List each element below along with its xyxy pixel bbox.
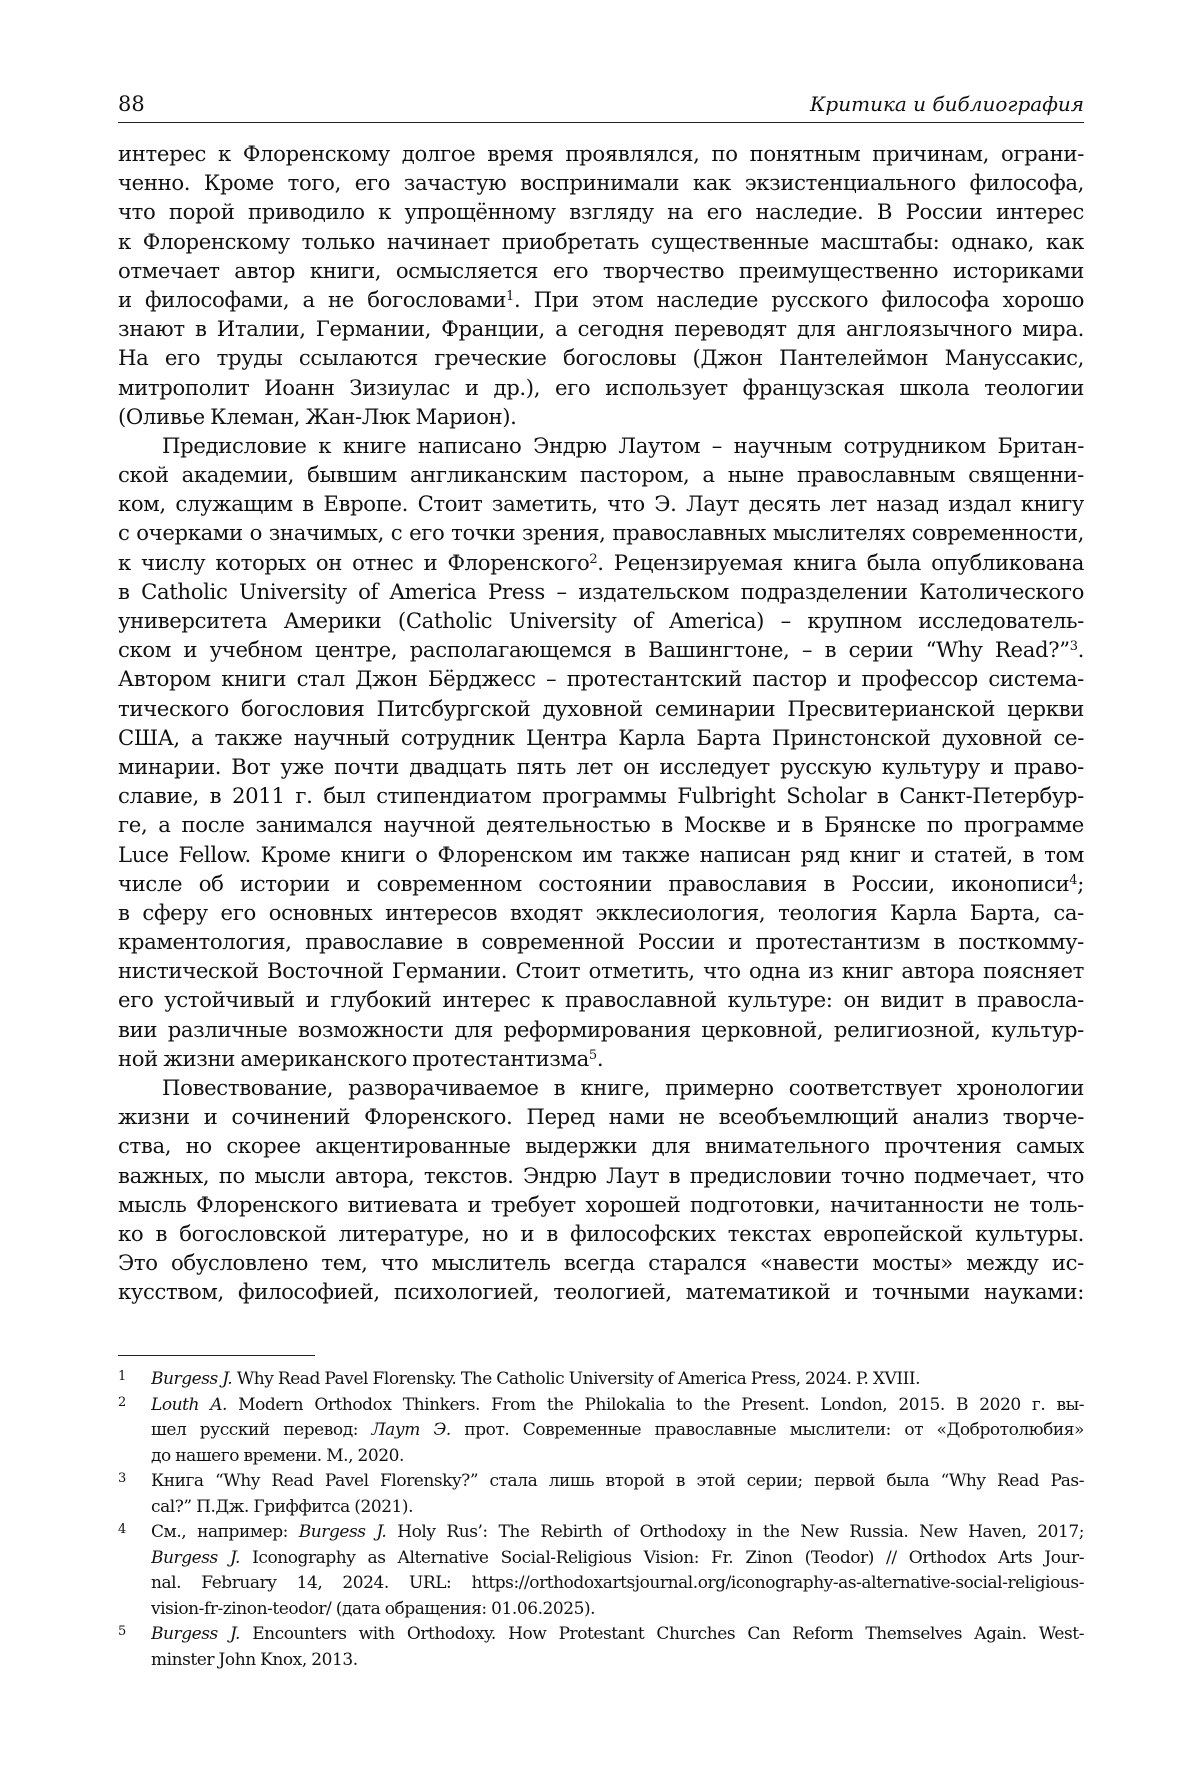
- footnote-line: [151, 1418, 1084, 1444]
- text-line: интерес к Флоренскому долгое время проявлялся, по понятным причинам, ограни-: [118, 141, 1084, 166]
- footnote-text: шел русский перевод:: [151, 1420, 372, 1440]
- text-segment: . Рецензируемая книга была опубликована: [597, 549, 1084, 575]
- text-line: митрополит Иоанн Зизиулас и др.), его использует французская школа теологии: [118, 374, 1084, 400]
- footnote-1: [118, 1367, 1084, 1393]
- footnote-5: [118, 1622, 1084, 1673]
- text-line: в Catholic University of America Press – издательском подразделении Католического: [118, 578, 1084, 604]
- footnote-text: Modern Orthodox Thinkers. From the Philokalia to the Present. London, 2015. В 2020 г. вы-: [226, 1394, 1084, 1415]
- text-segment: к числу которых он отнес и Флоренского: [118, 549, 590, 575]
- footnote-line: [151, 1622, 1084, 1648]
- footnote-text: Encounters with Orthodoxy. How Protestant Churches Can Reform Themselves Again. West-: [240, 1624, 1084, 1644]
- footnote-divider: [118, 1355, 315, 1356]
- footnote-line: [151, 1546, 1084, 1572]
- footnote-text: Why Read Pavel Florensky. The Catholic University of America Press, 2024. P. XVIII.: [232, 1369, 921, 1389]
- text-line: кусством, философией, психологией, теологией, математикой и точными науками:: [118, 1279, 1084, 1305]
- footnote-author: Лаут Э.: [371, 1420, 451, 1440]
- text-segment: ском и учебном центре, располагающемся в Вашингтоне, – в серии “Why Read?”: [118, 637, 1070, 663]
- text-line: [118, 285, 1084, 314]
- text-segment: . При этом наследие русского философа хорошо: [513, 286, 1084, 312]
- footnote-number: 4: [118, 1522, 126, 1537]
- text-segment: и философами, а не богословами: [118, 286, 507, 312]
- footnote-line: [151, 1520, 1084, 1546]
- footnote-ref-2[interactable]: 2: [589, 551, 598, 567]
- text-line: ко в богословской литературе, но и в философских текстах европейской культуры.: [118, 1220, 1084, 1246]
- footnote-ref-5[interactable]: 5: [588, 1047, 597, 1063]
- text-line: Автором книги стал Джон Бёрджесс – протестантский пастор и профессор система-: [118, 666, 1084, 692]
- text-line: нистической Восточной Германии. Стоит отметить, что одна из книг автора поясняет: [118, 958, 1084, 984]
- footnote-ref-3[interactable]: 3: [1069, 639, 1078, 655]
- paragraph-1: [118, 139, 1084, 431]
- text-line: ченно. Кроме того, его зачастую воспринимали как экзистенциального философа,: [118, 170, 1084, 196]
- text-line: в сферу его основных интересов входят экклесиология, теология Карла Барта, са-: [118, 899, 1084, 925]
- footnote-author: Burgess J.: [151, 1547, 240, 1568]
- text-line: отмечает автор книги, осмысляется его творчество преимущественно историками: [118, 257, 1084, 283]
- text-line: жизни и сочинений Флоренского. Перед нами не всеобъемлющий анализ творче-: [118, 1104, 1084, 1130]
- footnote-text: Holy Rus’: The Rebirth of Orthodoxy in the New Russia. New Haven, 2017;: [386, 1522, 1084, 1542]
- text-line: знают в Италии, Германии, Франции, а сегодня переводят для англоязычного мира.: [118, 316, 1084, 342]
- text-segment: .: [596, 1045, 604, 1071]
- text-line: мысль Флоренского витиевата и требует хорошей подготовки, начитанности не толь-: [118, 1191, 1084, 1217]
- text-line: что порой приводило к упрощённому взгляду на его наследие. В России интерес: [118, 199, 1084, 225]
- text-line: ской академии, бывшим англиканским пастором, а ныне православным священни-: [118, 462, 1084, 488]
- footnote-number: 1: [118, 1369, 126, 1384]
- text-line: ге, а после занимался научной деятельностью в Москве и в Брянске по программе: [118, 812, 1084, 838]
- footnote-line: [151, 1367, 1084, 1393]
- text-line: тического богословия Питсбургской духовной семинарии Пресвитерианской церкви: [118, 695, 1084, 721]
- text-line: славие, в 2011 г. был стипендиатом программы Fulbright Scholar в Санкт-Петербур-: [118, 783, 1084, 809]
- paragraph-2: [118, 431, 1084, 1073]
- text-line: США, а также научный сотрудник Центра Карла Барта Принстонской духовной се-: [118, 724, 1084, 750]
- text-line: [118, 869, 1084, 898]
- text-segment: ;: [1077, 870, 1084, 896]
- footnote-line: Книга “Why Read Pavel Florensky?” стала лишь второй в этой серии; первой была “Why Read Pas-: [151, 1471, 1084, 1491]
- paragraph-3: [118, 1073, 1084, 1307]
- text-line: Это обусловлено тем, что мыслитель всегда старался «навести мосты» между ис-: [118, 1250, 1084, 1276]
- text-line: с очерками о значимых, с его точки зрения, православных мыслителях современности,: [118, 520, 1084, 546]
- footnote-text: Iconography as Alternative Social-Religious Vision: Fr. Zinon (Teodor) // Orthodox Arts Jour-: [239, 1547, 1084, 1568]
- footnote-ref-4[interactable]: 4: [1069, 872, 1078, 888]
- text-line: его устойчивый и глубокий интерес к православной культуре: он видит в правосла-: [118, 987, 1084, 1013]
- text-line: важных, по мысли автора, текстов. Эндрю Лаут в предисловии точно подмечает, что: [118, 1162, 1084, 1188]
- footnote-text: прот. Современные православные мыслители: от «Добротолюбия»: [450, 1420, 1084, 1440]
- footnote-author: Burgess J.: [151, 1369, 233, 1389]
- text-line: к Флоренскому только начинает приобретать существенные масштабы: однако, как: [118, 228, 1084, 254]
- main-text: [118, 139, 1084, 1307]
- footnote-url-line[interactable]: nal. February 14, 2024. URL: https://orthodoxartsjournal.org/iconography-as-alternative-social-religious-: [151, 1573, 1084, 1593]
- footnote-author: Louth A.: [151, 1394, 227, 1415]
- page-header: [118, 90, 1084, 123]
- text-line: Повествование, разворачиваемое в книге, примерно соответствует хронологии: [162, 1075, 1084, 1100]
- text-line: (Оливье Клеман, Жан-Люк Марион).: [118, 403, 517, 429]
- footnote-author: Burgess J.: [298, 1522, 387, 1542]
- text-line: Luce Fellow. Кроме книги о Флоренском им также написан ряд книг и статей, в том: [118, 841, 1084, 867]
- text-line: [118, 635, 1084, 664]
- footnote-author: Burgess J.: [151, 1624, 241, 1644]
- footnote-line: до нашего времени. М., 2020.: [151, 1445, 404, 1466]
- footnote-line: [151, 1393, 1084, 1419]
- text-line: университета Америки (Catholic University of America) – крупном исследователь-: [118, 608, 1084, 633]
- text-line: ства, но скорее акцентированные выдержки для внимательного прочтения самых: [118, 1133, 1084, 1159]
- footnote-text: См., например:: [151, 1522, 299, 1542]
- text-line: Предисловие к книге написано Эндрю Лаутом – научным сотрудником Британ-: [162, 432, 1084, 458]
- page-number: 88: [118, 92, 145, 116]
- footnote-number: 5: [118, 1624, 126, 1639]
- text-segment: числе об истории и современном состоянии православия в России, иконописи: [118, 870, 1070, 896]
- text-line: краментология, православие в современной России и протестантизм в посткомму-: [118, 929, 1084, 955]
- footnote-number: 2: [118, 1394, 126, 1410]
- running-title: Критика и библиография: [809, 92, 1084, 116]
- text-line: минарии. Вот уже почти двадцать пять лет он исследует русскую культуру и право-: [118, 753, 1084, 779]
- text-line: [118, 548, 1084, 577]
- text-line: вии различные возможности для реформирования церковной, религиозной, культур-: [118, 1016, 1084, 1042]
- text-line: ком, служащим в Европе. Стоит заметить, что Э. Лаут десять лет назад издал книгу: [118, 491, 1084, 517]
- text-line: На его труды ссылаются греческие богословы (Джон Пантелеймон Мануссакис,: [118, 345, 1084, 371]
- text-line: [118, 1044, 1084, 1073]
- footnote-line: cal?” П.Дж. Гриффитса (2021).: [151, 1496, 414, 1517]
- text-segment: .: [1077, 637, 1084, 663]
- footnotes: [118, 1367, 1084, 1673]
- footnote-line: minster John Knox, 2013.: [151, 1649, 358, 1670]
- text-segment: ной жизни американского протестантизма: [118, 1045, 589, 1071]
- footnote-line: vision-fr-zinon-teodor/ (дата обращения: 01.06.2025).: [151, 1598, 596, 1619]
- footnote-2: [118, 1393, 1084, 1470]
- footnote-3: [118, 1469, 1084, 1520]
- footnote-number: 3: [118, 1471, 126, 1486]
- footnote-ref-1[interactable]: 1: [506, 288, 514, 304]
- footnote-4: [118, 1520, 1084, 1622]
